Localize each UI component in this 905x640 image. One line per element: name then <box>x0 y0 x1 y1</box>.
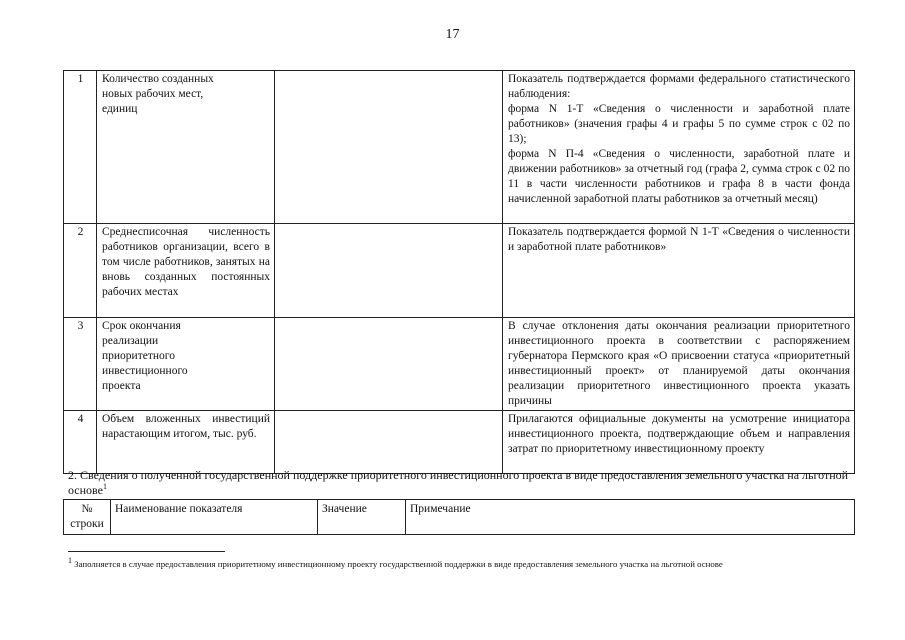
note-cell <box>503 224 855 318</box>
note-paragraph: Прилагаются официальные документы на усмотрение инициатора инвестиционного проекта, подтверждающие объем и направления затрат по приоритетному инвестиционному проекту <box>508 413 850 455</box>
table-header-row <box>64 500 855 535</box>
indicator-line: Среднесписочная численность работников организации, всего в том числе работников, занятых на вновь созданных постоянных рабочих местах <box>102 226 270 298</box>
indicator-line: реализации <box>102 335 159 347</box>
note-cell <box>503 318 855 411</box>
indicator-line: Объем вложенных инвестиций нарастающим итогом, тыс. руб. <box>102 413 270 440</box>
table-row <box>64 224 855 318</box>
table-row <box>64 411 855 474</box>
column-header-value: Значение <box>318 500 406 535</box>
indicator-name <box>97 224 275 318</box>
value-cell <box>275 71 503 224</box>
table-row <box>64 71 855 224</box>
note-paragraph: форма N П-4 «Сведения о численности, заработной плате и движении работников» за отчетный год (графа 2, сумма строк с 02 по 11 в части численности работников и графа 8 в части фонда начисленной заработной платы работников за отчетный месяц) <box>508 148 850 205</box>
indicator-line: проекта <box>102 380 141 392</box>
indicator-line: Количество созданных <box>102 73 214 85</box>
page-number: 17 <box>445 27 460 42</box>
footnote-text: Заполняется в случае предоставления приоритетному инвестиционному проекту государственной поддержки в виде предоставления земельного участка на льготной основе <box>74 559 723 569</box>
indicator-line: Срок окончания <box>102 320 181 332</box>
row-number: 3 <box>64 318 97 411</box>
indicator-name <box>97 318 275 411</box>
indicator-line: инвестиционного <box>102 365 188 377</box>
footnote-reference: 1 <box>102 482 107 491</box>
column-header-indicator: Наименование показателя <box>111 500 318 535</box>
value-cell <box>275 224 503 318</box>
table-row <box>64 318 855 411</box>
note-paragraph: форма N 1-Т «Сведения о численности и заработной плате работников» (значения графы 4 и графы 5 по сумме строк с 02 по 13); <box>508 103 850 145</box>
footnote <box>68 558 858 570</box>
indicators-table <box>63 70 855 474</box>
note-paragraph: Показатель подтверждается формами федерального статистического наблюдения: <box>508 73 850 100</box>
row-number: 1 <box>64 71 97 224</box>
indicator-line: новых рабочих мест, <box>102 88 204 100</box>
indicator-line: приоритетного <box>102 350 175 362</box>
note-paragraph: Показатель подтверждается формой N 1-Т «Сведения о численности и заработной плате работников» <box>508 226 850 253</box>
note-cell <box>503 411 855 474</box>
indicator-line: единиц <box>102 103 138 115</box>
section-2-text: 2. Сведения о полученной государственной поддержке приоритетного инвестиционного проекта в виде предоставления земельного участка на льготной основе <box>68 468 849 497</box>
column-header-row-number: № строки <box>64 500 111 535</box>
note-paragraph: В случае отклонения даты окончания реализации приоритетного инвестиционного проекта в соответствии с распоряжением губернатора Пермского края «О присвоении статуса «приоритетный инвестиционный проект» от планируемой даты окончания реализации приоритетного инвестиционного проекта указать причины <box>508 320 850 407</box>
section-2-heading <box>68 468 854 498</box>
footnote-mark: 1 <box>68 556 72 566</box>
indicator-name <box>97 71 275 224</box>
row-number: 4 <box>64 411 97 474</box>
land-support-table <box>63 499 855 535</box>
footnote-divider <box>68 551 225 552</box>
value-cell <box>275 411 503 474</box>
row-number: 2 <box>64 224 97 318</box>
note-cell <box>503 71 855 224</box>
column-header-note: Примечание <box>406 500 855 535</box>
indicator-name <box>97 411 275 474</box>
value-cell <box>275 318 503 411</box>
